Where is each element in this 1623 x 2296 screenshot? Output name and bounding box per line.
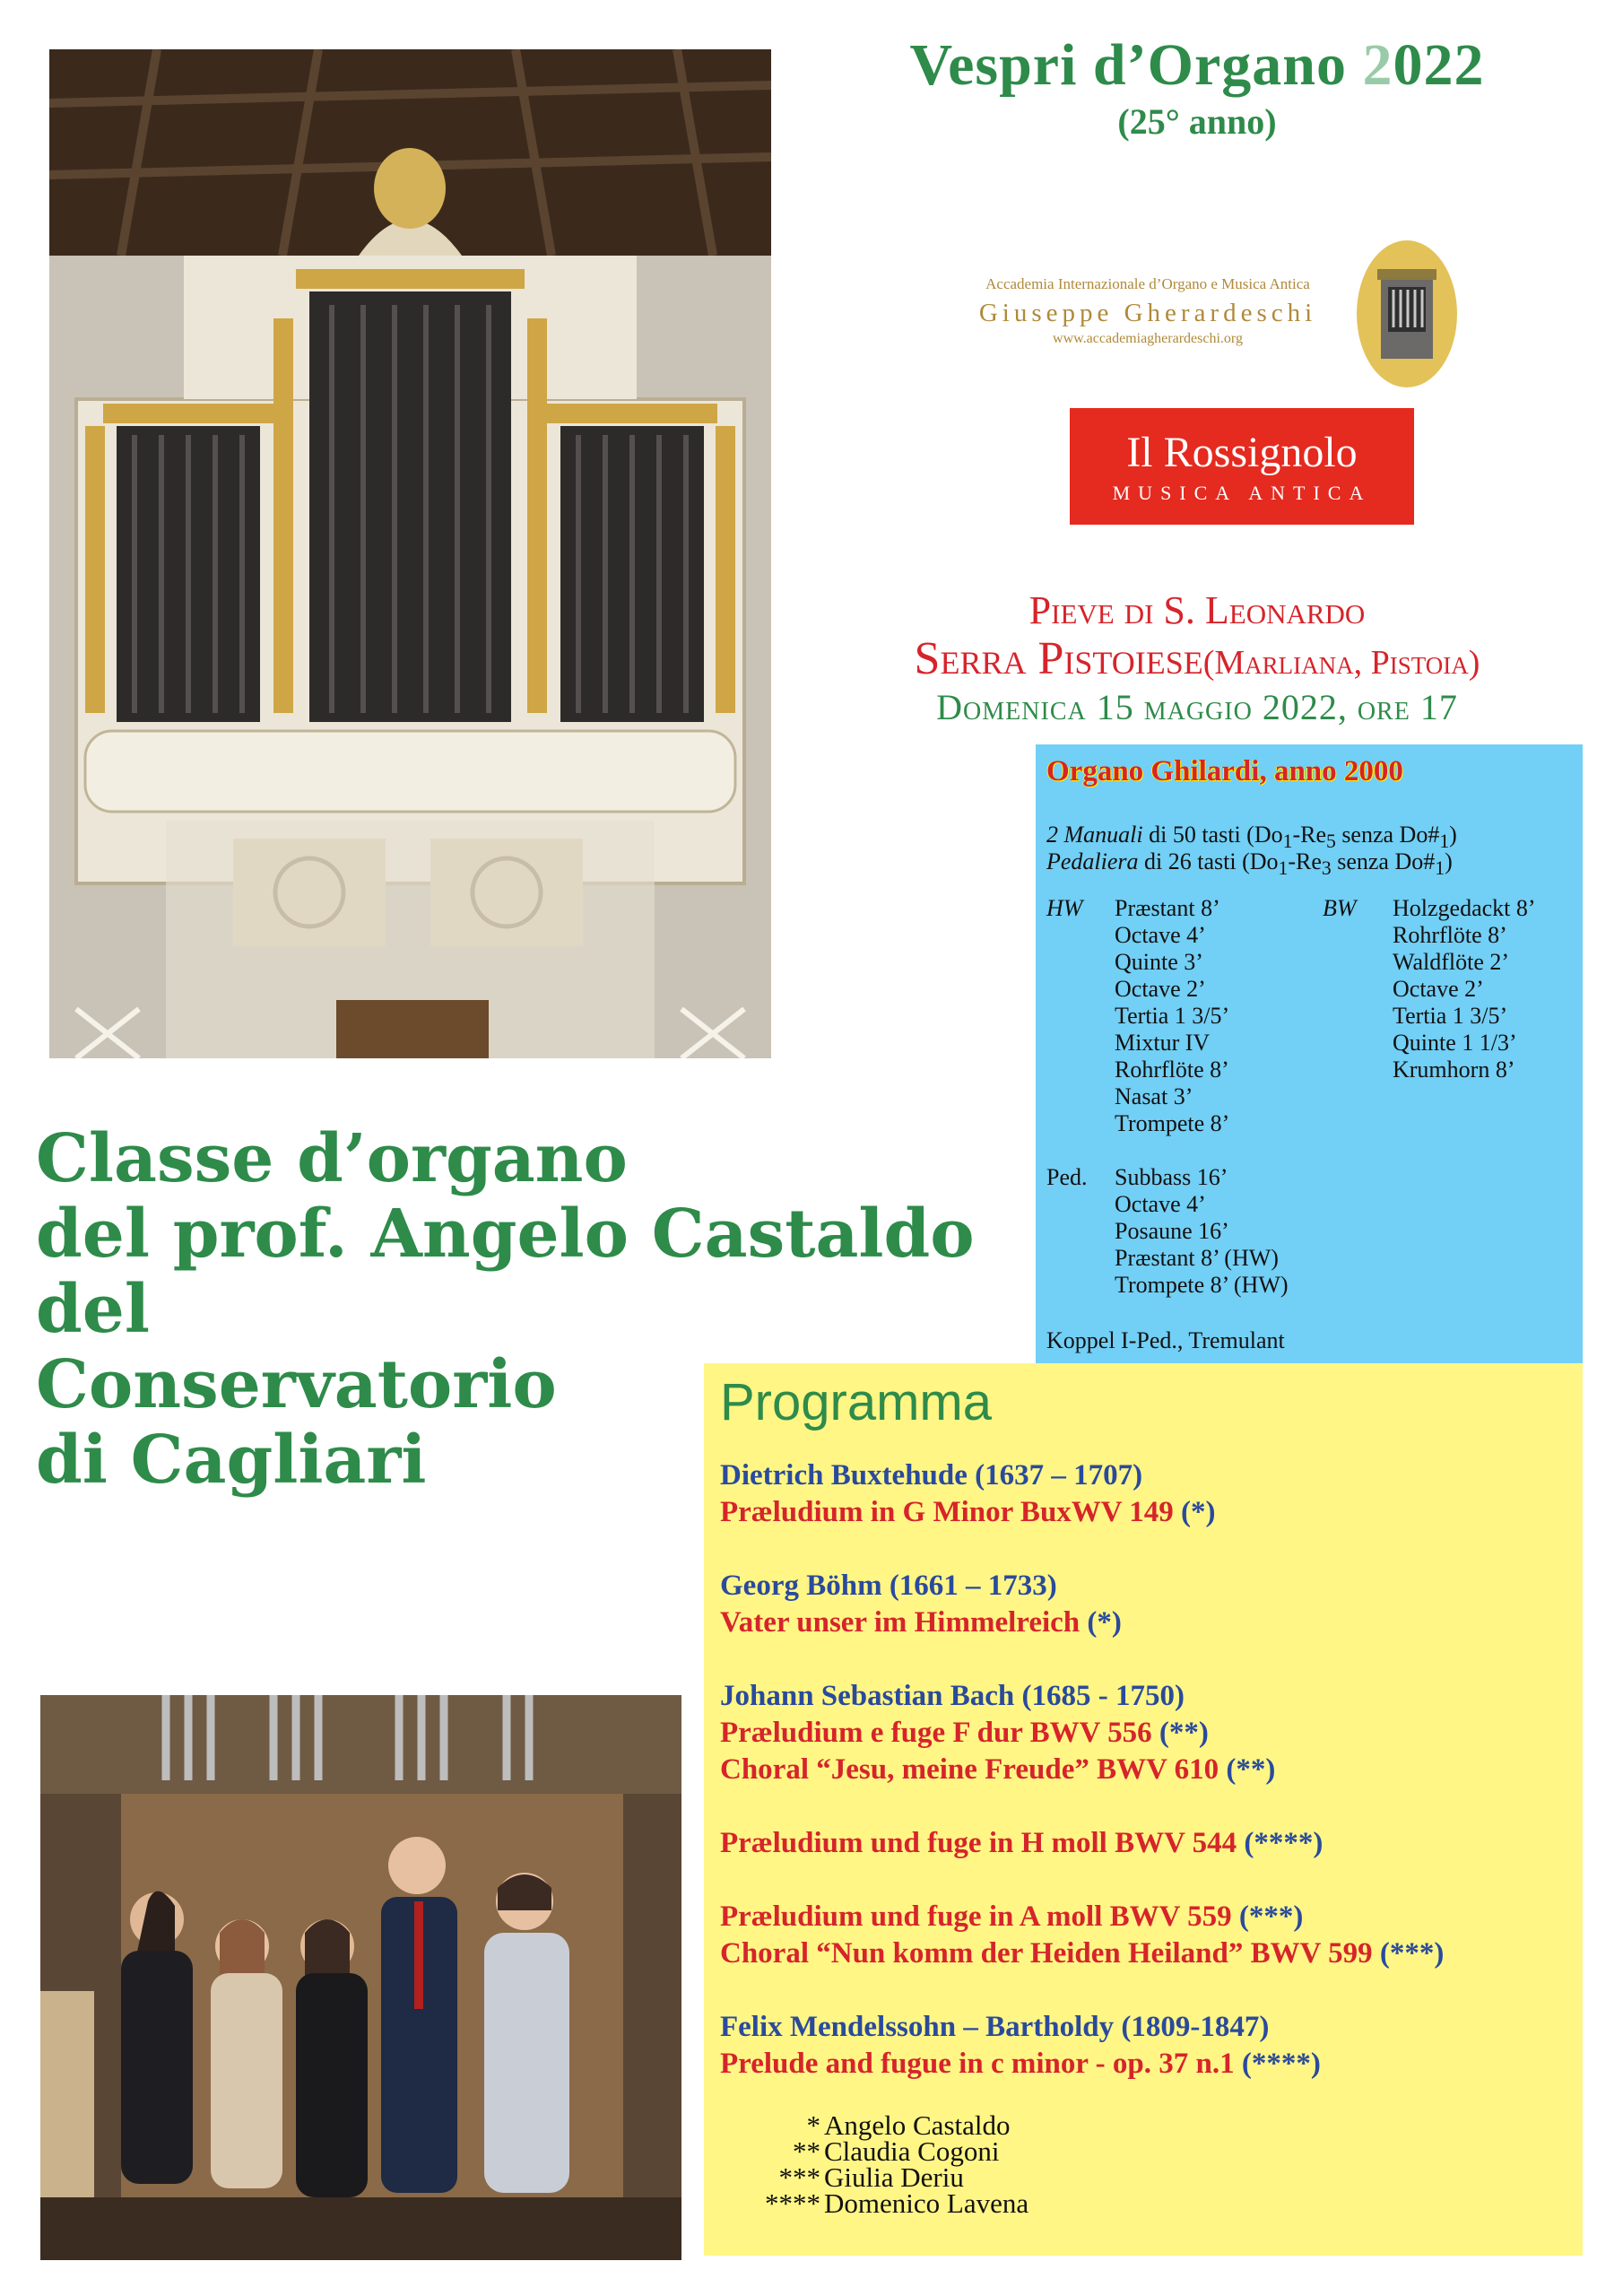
program-title: Programma [720, 1373, 992, 1431]
performer-mark: (****) [1241, 2048, 1321, 2080]
stop-item: Octave 2’ [1393, 976, 1484, 1002]
class-heading-line: Classe d’organo [36, 1120, 628, 1197]
program-work: Præludium in G Minor BuxWV 149 (*) [720, 1496, 1216, 1528]
stop-item: Holzgedackt 8’ [1393, 895, 1536, 921]
pedal-label: Ped. [1046, 1164, 1088, 1190]
rossignolo-logo [1070, 408, 1414, 525]
organ-manuals: 2 Manuali di 50 tasti ($Do_1-Re_5$ senza $Do\#_1$) [1046, 822, 1457, 853]
stop-item: Nasat 3’ [1115, 1083, 1193, 1109]
program-work: Præludium und fuge in A moll BWV 559 (***) [720, 1900, 1304, 1933]
stop-item: Rohrflöte 8’ [1115, 1057, 1229, 1083]
class-heading-line: di Cagliari [36, 1422, 427, 1499]
program-composer: Georg Böhm (1661 – 1733) [720, 1570, 1057, 1602]
program-list [720, 1457, 1572, 2083]
hw-stop-list [1115, 895, 1229, 1137]
stop-item: Waldflöte 2’ [1393, 949, 1510, 975]
performer-mark: (**) [1159, 1717, 1209, 1749]
program-work: Præludium und fuge in H moll BWV 544 (****) [720, 1827, 1324, 1859]
stop-item: Quinte 3’ [1115, 949, 1203, 975]
program-work: Choral “Jesu, meine Freude” BWV 610 (**) [720, 1753, 1276, 1786]
stop-item: Posaune 16’ [1115, 1218, 1229, 1244]
stop-item: Subbass 16’ [1115, 1164, 1228, 1190]
organ-pedalboard: Pedaliera di 26 tasti ($Do_1-Re_3$ senza $Do\#_1$) [1046, 848, 1453, 880]
festival-title-accent-digit: 2 [1362, 32, 1393, 98]
program-work: Choral “Nun komm der Heiden Heiland” BWV 599 (***) [720, 1937, 1445, 1970]
stop-item: Tertia 1 3/5’ [1115, 1003, 1230, 1029]
hw-label: HW [1046, 895, 1083, 921]
program-work: Prelude and fugue in c minor - op. 37 n.1 (****) [720, 2048, 1321, 2080]
stop-item: Quinte 1 1/3’ [1393, 1030, 1517, 1056]
festival-edition: (25° anno) [1117, 101, 1277, 142]
stop-item: Rohrflöte 8’ [1393, 922, 1507, 948]
program-composer: Johann Sebastian Bach (1685 - 1750) [720, 1680, 1185, 1712]
venue-church: Pieve di S. Leonardo [1028, 588, 1366, 632]
program-work: Præludium e fuge F dur BWV 556 (**) [720, 1717, 1209, 1749]
bw-label: BW [1323, 895, 1357, 921]
performer-row: *** Giulia Deriu [778, 2161, 964, 2193]
students-photo [40, 1695, 681, 2260]
stop-item: Præstant 8’ [1115, 895, 1220, 921]
stop-item: Trompete 8’ (HW) [1115, 1272, 1289, 1298]
class-heading-line: del [36, 1271, 150, 1348]
performer-row: **** Domenico Lavena [765, 2187, 1029, 2219]
concert-date: Domenica 15 maggio 2022, ore 17 [936, 687, 1458, 727]
class-heading-line: del prof. Angelo Castaldo [36, 1196, 975, 1273]
performer-mark: (***) [1379, 1937, 1445, 1970]
organ-spec-box [1036, 744, 1583, 1363]
rossignolo-name: Il Rossignolo [1126, 429, 1358, 476]
performer-mark: (****) [1244, 1827, 1324, 1859]
venue-town-note: (Marliana, Pistoia) [1202, 644, 1480, 682]
stop-item: Præstant 8’ (HW) [1115, 1245, 1279, 1271]
program-box [704, 1363, 1583, 2256]
bw-stop-list [1393, 895, 1536, 1083]
class-heading-line: Conservatorio [36, 1346, 557, 1423]
stop-item: Krumhorn 8’ [1393, 1057, 1515, 1083]
accademia-name: Accademia Internazionale d’Organo e Musica Antica [985, 275, 1310, 292]
accademia-founder: Giuseppe Gherardeschi [978, 299, 1317, 327]
program-composer: Felix Mendelssohn – Bartholdy (1809-1847) [720, 2011, 1270, 2043]
performer-row: * Angelo Castaldo [806, 2109, 1011, 2141]
venue-town: Serra Pistoiese(Marliana, Pistoia) [914, 633, 1480, 684]
performer-mark: (*) [1181, 1496, 1216, 1528]
stop-item: Tertia 1 3/5’ [1393, 1003, 1508, 1029]
stop-item: Octave 2’ [1115, 976, 1206, 1002]
festival-title: Vespri d’Organo 2022 [909, 32, 1485, 98]
program-composer: Dietrich Buxtehude (1637 – 1707) [720, 1459, 1143, 1492]
stop-item: Octave 4’ [1115, 1191, 1206, 1217]
stop-item: Trompete 8’ [1115, 1110, 1230, 1136]
organ-photo [49, 49, 771, 1058]
performer-mark: (***) [1238, 1900, 1304, 1933]
accademia-logo [950, 238, 1453, 399]
organ-couplers: Koppel I-Ped., Tremulant [1046, 1327, 1285, 1353]
pedal-stop-list [1115, 1164, 1289, 1299]
accademia-website: www.accademiagherardeschi.org [1053, 331, 1243, 346]
organ-spec-title: Organo Ghilardi, anno 2000 [1046, 755, 1403, 787]
performer-row: ** Claudia Cogoni [793, 2135, 1000, 2167]
program-work: Vater unser im Himmelreich (*) [720, 1606, 1122, 1639]
performer-mark: (**) [1226, 1753, 1276, 1786]
organ-seal-icon [1354, 238, 1460, 390]
stop-item: Octave 4’ [1115, 922, 1206, 948]
stop-item: Mixtur IV [1115, 1030, 1211, 1056]
performers-legend [740, 2109, 1029, 2219]
performer-mark: (*) [1087, 1606, 1122, 1639]
rossignolo-subtitle: MUSICA ANTICA [1112, 482, 1372, 504]
